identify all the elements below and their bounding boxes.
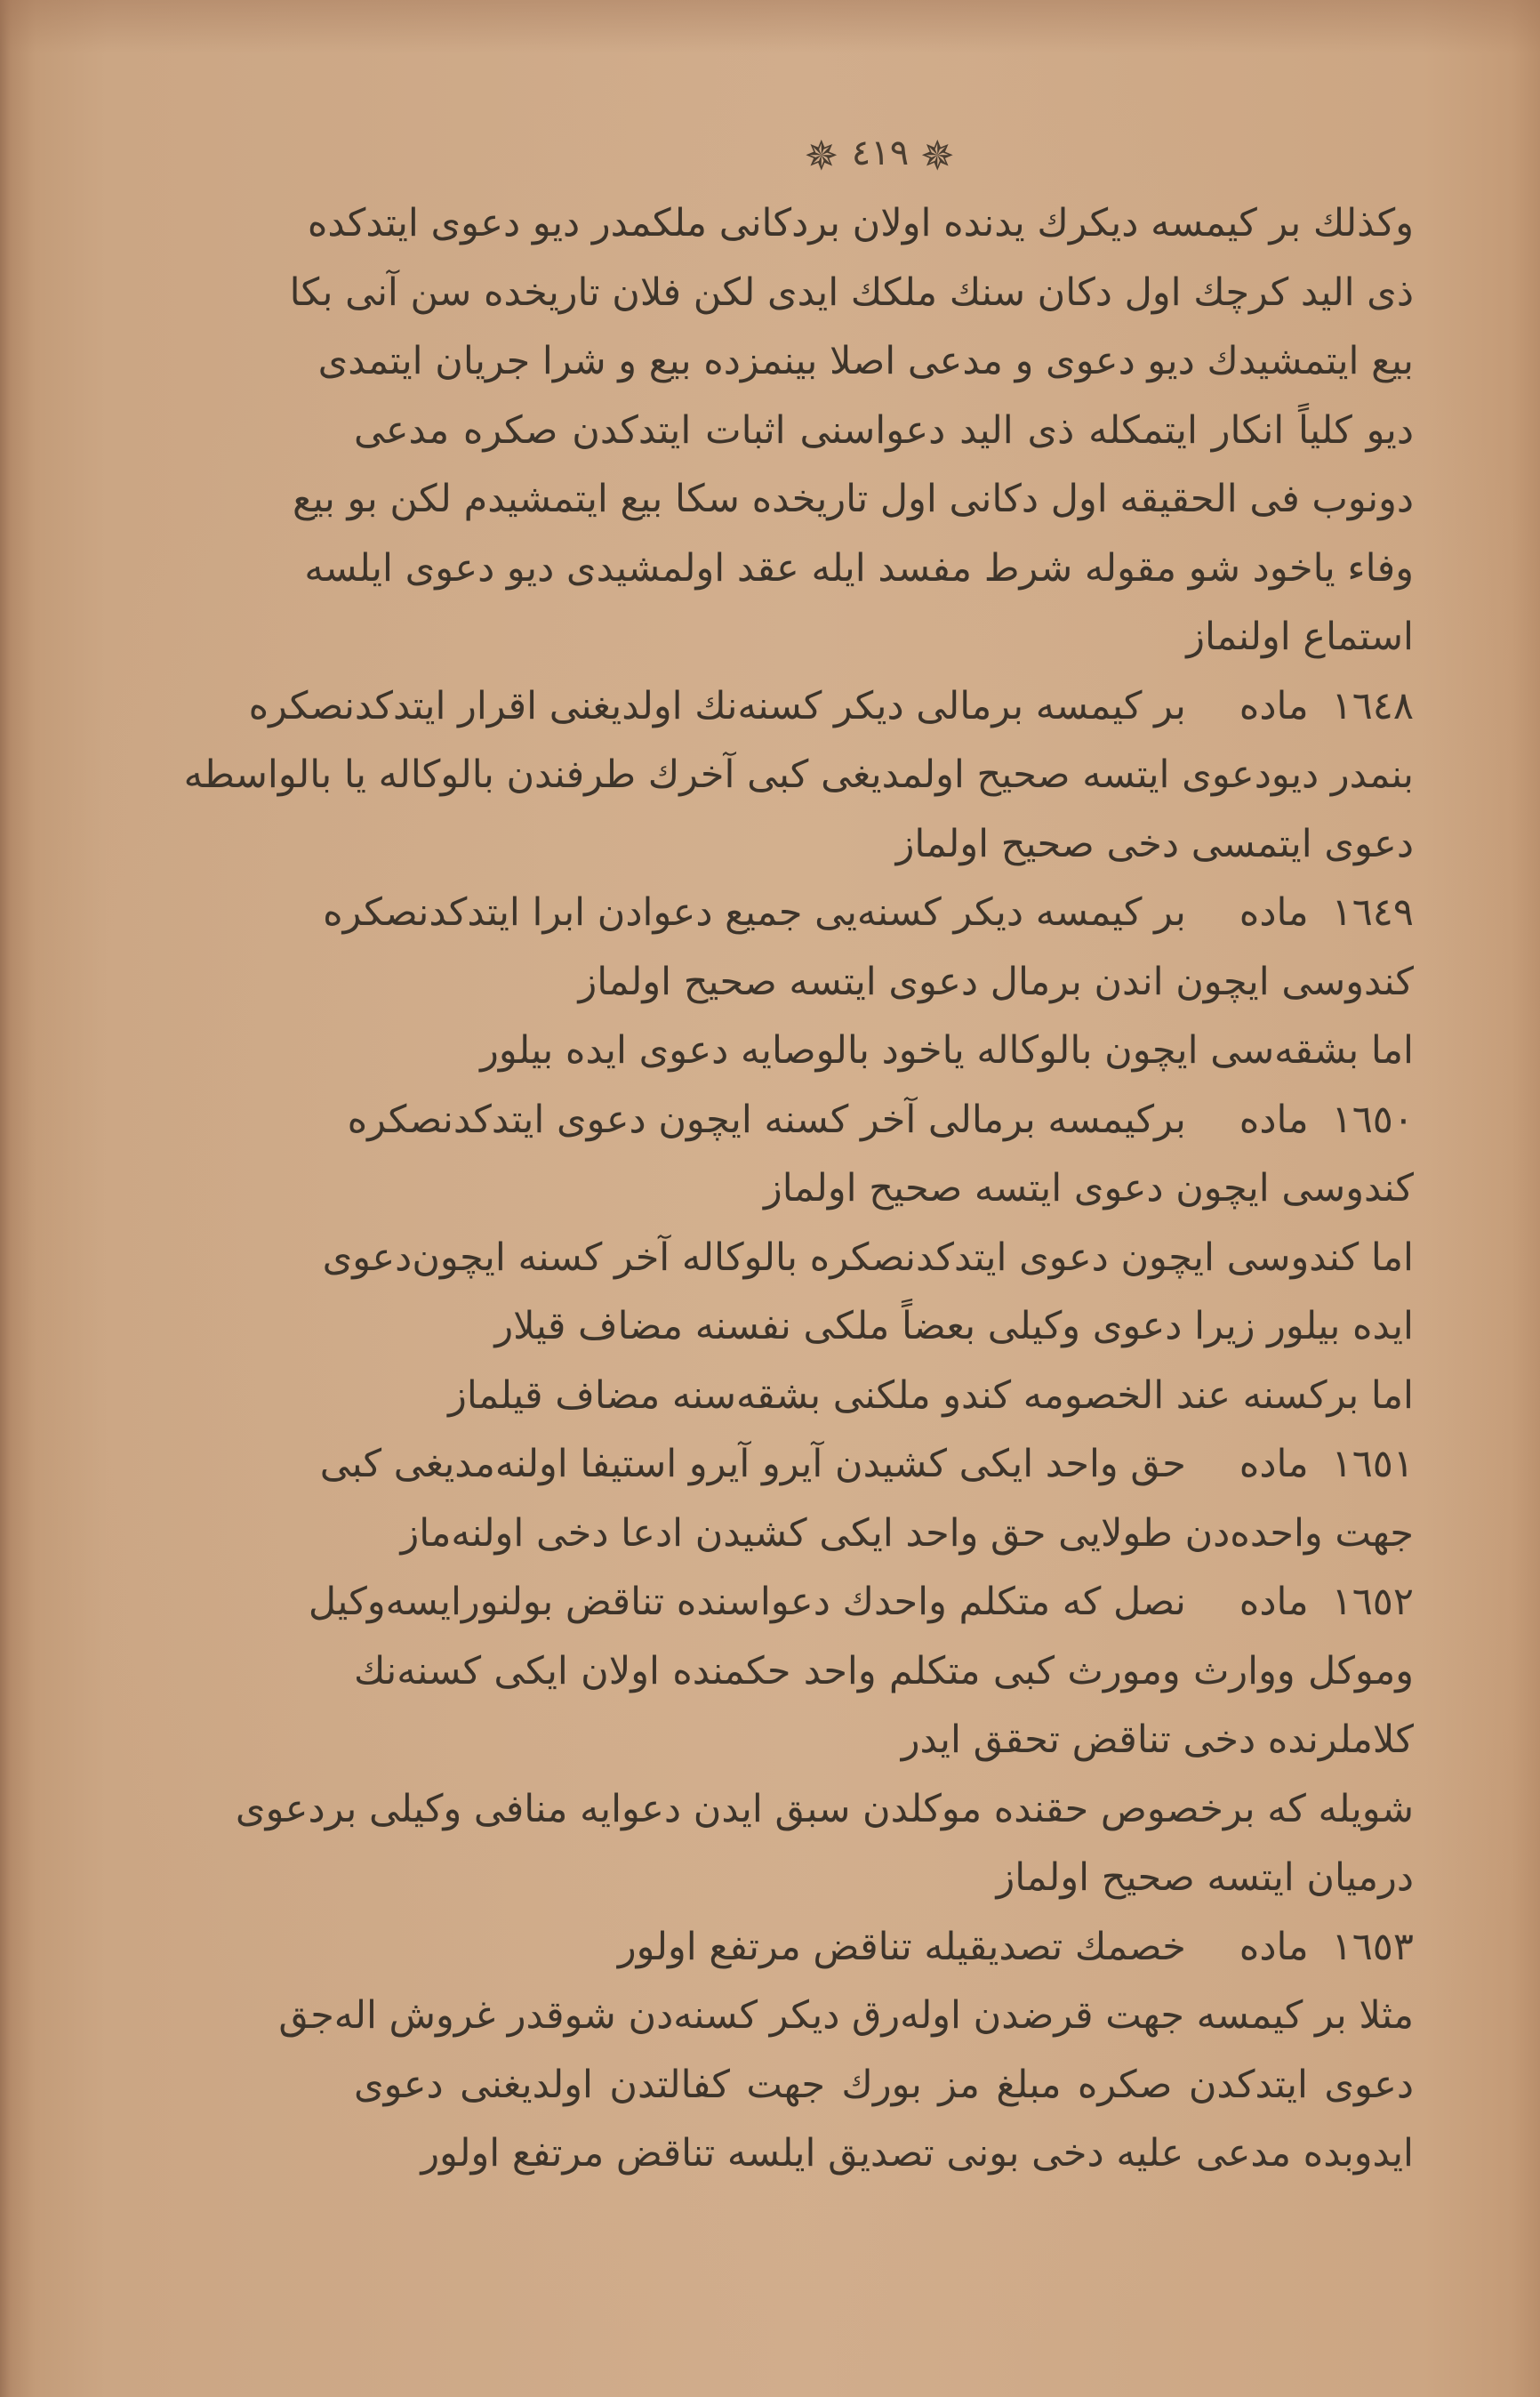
text-line: ذى اليد كرچك اول دكان سنك ملكك ايدى لكن فلان تاريخده سن آنى بكا — [289, 269, 1414, 315]
article-line: ١٦٥٢مادهنصل كه متكلم واحدك دعواسنده تناقض بولنورايسه‌وكيل — [354, 1568, 1414, 1637]
text-line: دعوى ايتدكدن صكره مبلغ مز بورك جهت كفالتدن اولديغنى دعوى — [354, 2062, 1414, 2107]
text-line: وموكل ووارث ومورث كبى متكلم واحد حكمنده اولان ايكى كسنه‌نك — [354, 1648, 1414, 1693]
text-line: اما بشقه‌سى ايچون بالوكاله ياخود بالوصايه دعوى ايده بيلور — [480, 1028, 1414, 1073]
body-text — [183, 189, 1414, 2189]
page-header — [791, 132, 969, 180]
article-line: ١٦٤٨مادهبر كيمسه برمالى ديكر كسنه‌نك اولديغنى اقرار ايتدكدنصكره — [354, 672, 1414, 742]
page-number: ٤١٩ — [851, 133, 910, 173]
text-line: اما بركسنه عند الخصومه كندو ملكنى بشقه‌سنه مضاف قيلماز — [448, 1372, 1414, 1418]
text-line: دعوى ايتمسى دخى صحيح اولماز — [895, 821, 1414, 866]
article-number: ١٦٥٢ — [1331, 1580, 1414, 1624]
text-line: بيع ايتمشيدك ديو دعوى و مدعى اصلا بينمزده بيع و شرا جريان ايتمدى — [317, 339, 1414, 383]
article-label: ماده — [1239, 1442, 1309, 1486]
article-line: ١٦٥١مادهحق واحد ايكى كشيدن آيرو آيرو استيفا اولنه‌مديغى كبى — [354, 1430, 1414, 1500]
text-line: درميان ايتسه صحيح اولماز — [996, 1855, 1414, 1900]
text-line: استماع اولنماز — [1186, 615, 1414, 659]
text-line: وفاء ياخود شو مقوله شرط مفسد ايله عقد اولمشيدى ديو دعوى ايلسه — [304, 545, 1414, 591]
text-line: وكذلك بر كيمسه ديكرك يدنده اولان بردكانى ملكمدر ديو دعوى ايتدكده — [307, 201, 1414, 245]
article-line: ١٦٤٩مادهبر كيمسه ديكر كسنه‌يى جميع دعوادن ابرا ايتدكدنصكره — [354, 879, 1414, 948]
text-line: كندوسى ايچون دعوى ايتسه صحيح اولماز — [764, 1166, 1414, 1211]
article-label: ماده — [1239, 683, 1309, 728]
text-line: ايدوبده مدعى عليه دخى بونى تصديق ايلسه تناقض مرتفع اولور — [421, 2131, 1414, 2176]
article-label: ماده — [1239, 890, 1309, 935]
ornament-star-icon: ✵ — [804, 132, 841, 180]
text-line: شويله كه برخصوص حقنده موكلدن سبق ايدن دعوايه منافى وكيلى بردعوى — [235, 1786, 1414, 1831]
ornament-star-icon: ✵ — [919, 132, 957, 180]
text-line: بنمدر ديودعوى ايتسه صحيح اولمديغى كبى آخرك طرفندن بالوكاله يا بالواسطه — [183, 752, 1414, 797]
article-number: ١٦٤٩ — [1331, 890, 1414, 935]
article-number: ١٦٥٣ — [1331, 1924, 1414, 1969]
article-label: ماده — [1239, 1580, 1309, 1624]
article-line: ١٦٥٠مادهبركيمسه برمالى آخر كسنه ايچون دعوى ايتدكدنصكره — [354, 1086, 1414, 1155]
text-line: ديو كلياً انكار ايتمكله ذى اليد دعواسنى اثبات ايتدكدن صكره مدعى — [354, 407, 1414, 453]
text-line: اما كندوسى ايچون دعوى ايتدكدنصكره بالوكاله آخر كسنه ايچون‌دعوى — [322, 1235, 1414, 1280]
text-line: ايده بيلور زيرا دعوى وكيلى بعضاً ملكى نفسنه مضاف قيلار — [494, 1304, 1414, 1348]
article-number: ١٦٥٠ — [1331, 1097, 1414, 1142]
text-line: دونوب فى الحقيقه اول دكانى اول تاريخده سكا بيع ايتمشيدم لكن بو بيع — [292, 477, 1414, 521]
text-line: جهت واحده‌دن طولايى حق واحد ايكى كشيدن ادعا دخى اولنه‌ماز — [400, 1510, 1414, 1556]
text-line: مثلا بر كيمسه جهت قرضدن اوله‌رق ديكر كسنه‌دن شوقدر غروش اله‌جق — [278, 1993, 1414, 2038]
article-line: ١٦٥٣مادهخصمك تصديقيله تناقض مرتفع اولور — [354, 1913, 1414, 1983]
article-label: ماده — [1239, 1924, 1309, 1969]
text-line: كندوسى ايچون اندن برمال دعوى ايتسه صحيح اولماز — [578, 959, 1414, 1004]
article-label: ماده — [1239, 1097, 1309, 1142]
text-line: كلاملرنده دخى تناقض تحقق ايدر — [901, 1717, 1414, 1762]
article-number: ١٦٥١ — [1331, 1442, 1414, 1486]
article-number: ١٦٤٨ — [1331, 683, 1414, 728]
